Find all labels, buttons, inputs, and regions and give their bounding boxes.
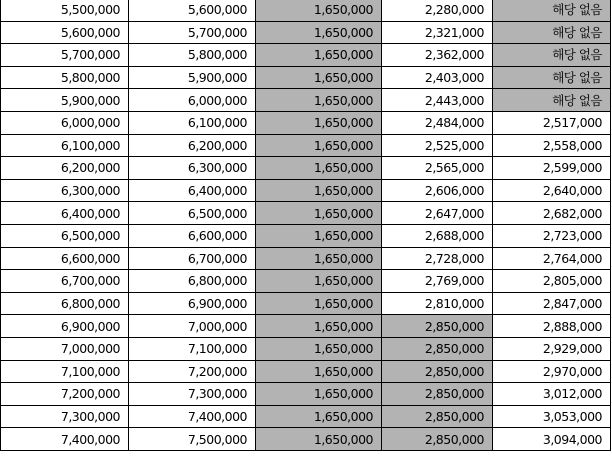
range-to-cell: 6,900,000 — [129, 292, 256, 315]
table-row — [1, 44, 611, 67]
column-5-cell: 해당 없음 — [493, 0, 611, 21]
range-from-cell: 7,200,000 — [1, 383, 129, 406]
range-to-cell: 6,700,000 — [129, 247, 256, 270]
table-row — [1, 270, 611, 293]
range-to-cell: 5,800,000 — [129, 44, 256, 67]
table-row — [1, 21, 611, 44]
column-4-cell: 2,850,000 — [382, 337, 493, 360]
range-to-cell: 7,500,000 — [129, 428, 256, 451]
column-3-cell: 1,650,000 — [256, 270, 382, 293]
column-5-cell: 2,682,000 — [493, 202, 611, 225]
column-3-cell: 1,650,000 — [256, 337, 382, 360]
range-to-cell: 6,100,000 — [129, 111, 256, 134]
column-3-cell: 1,650,000 — [256, 383, 382, 406]
range-from-cell: 5,700,000 — [1, 44, 129, 67]
table-row — [1, 383, 611, 406]
range-to-cell: 6,000,000 — [129, 89, 256, 112]
table-row — [1, 134, 611, 157]
column-4-cell: 2,850,000 — [382, 383, 493, 406]
column-4-cell: 2,769,000 — [382, 270, 493, 293]
range-from-cell: 7,300,000 — [1, 405, 129, 428]
column-3-cell: 1,650,000 — [256, 134, 382, 157]
column-4-cell: 2,850,000 — [382, 360, 493, 383]
column-4-cell: 2,688,000 — [382, 224, 493, 247]
column-3-cell: 1,650,000 — [256, 21, 382, 44]
column-3-cell: 1,650,000 — [256, 428, 382, 451]
column-4-cell: 2,321,000 — [382, 21, 493, 44]
table-row — [1, 360, 611, 383]
column-5-cell: 2,888,000 — [493, 315, 611, 338]
column-4-cell: 2,647,000 — [382, 202, 493, 225]
column-4-cell: 2,850,000 — [382, 315, 493, 338]
range-to-cell: 6,500,000 — [129, 202, 256, 225]
column-3-cell: 1,650,000 — [256, 44, 382, 67]
table-row — [1, 202, 611, 225]
range-to-cell: 5,700,000 — [129, 21, 256, 44]
column-3-cell: 1,650,000 — [256, 179, 382, 202]
range-to-cell: 7,000,000 — [129, 315, 256, 338]
column-5-cell: 해당 없음 — [493, 44, 611, 67]
range-from-cell: 6,800,000 — [1, 292, 129, 315]
range-from-cell: 6,100,000 — [1, 134, 129, 157]
column-5-cell: 해당 없음 — [493, 21, 611, 44]
table-row — [1, 66, 611, 89]
column-5-cell: 2,599,000 — [493, 157, 611, 180]
column-4-cell: 2,850,000 — [382, 428, 493, 451]
range-to-cell: 7,400,000 — [129, 405, 256, 428]
range-to-cell: 7,100,000 — [129, 337, 256, 360]
table-row — [1, 428, 611, 451]
column-3-cell: 1,650,000 — [256, 247, 382, 270]
range-from-cell: 6,000,000 — [1, 111, 129, 134]
range-to-cell: 6,800,000 — [129, 270, 256, 293]
column-4-cell: 2,728,000 — [382, 247, 493, 270]
range-to-cell: 6,400,000 — [129, 179, 256, 202]
column-3-cell: 1,650,000 — [256, 111, 382, 134]
range-from-cell: 7,400,000 — [1, 428, 129, 451]
table-row — [1, 247, 611, 270]
column-3-cell: 1,650,000 — [256, 292, 382, 315]
column-4-cell: 2,810,000 — [382, 292, 493, 315]
column-5-cell: 2,764,000 — [493, 247, 611, 270]
table-row — [1, 157, 611, 180]
range-to-cell: 5,600,000 — [129, 0, 256, 21]
column-5-cell: 3,012,000 — [493, 383, 611, 406]
column-4-cell: 2,606,000 — [382, 179, 493, 202]
range-from-cell: 5,900,000 — [1, 89, 129, 112]
column-5-cell: 2,847,000 — [493, 292, 611, 315]
column-4-cell: 2,565,000 — [382, 157, 493, 180]
range-from-cell: 6,700,000 — [1, 270, 129, 293]
column-5-cell: 2,805,000 — [493, 270, 611, 293]
range-to-cell: 5,900,000 — [129, 66, 256, 89]
range-to-cell: 6,200,000 — [129, 134, 256, 157]
column-5-cell: 3,094,000 — [493, 428, 611, 451]
table-row — [1, 405, 611, 428]
range-from-cell: 6,500,000 — [1, 224, 129, 247]
table-row — [1, 179, 611, 202]
table-row — [1, 292, 611, 315]
column-3-cell: 1,650,000 — [256, 405, 382, 428]
range-from-cell: 6,400,000 — [1, 202, 129, 225]
table-row — [1, 111, 611, 134]
column-5-cell: 2,558,000 — [493, 134, 611, 157]
range-from-cell: 6,600,000 — [1, 247, 129, 270]
table-row — [1, 0, 611, 21]
column-4-cell: 2,484,000 — [382, 111, 493, 134]
range-from-cell: 6,300,000 — [1, 179, 129, 202]
table-row — [1, 337, 611, 360]
column-3-cell: 1,650,000 — [256, 66, 382, 89]
column-5-cell: 2,517,000 — [493, 111, 611, 134]
column-5-cell: 3,053,000 — [493, 405, 611, 428]
column-5-cell: 해당 없음 — [493, 89, 611, 112]
column-3-cell: 1,650,000 — [256, 224, 382, 247]
column-5-cell: 2,970,000 — [493, 360, 611, 383]
column-4-cell: 2,280,000 — [382, 0, 493, 21]
column-5-cell: 2,929,000 — [493, 337, 611, 360]
range-to-cell: 6,300,000 — [129, 157, 256, 180]
column-3-cell: 1,650,000 — [256, 315, 382, 338]
range-from-cell: 7,100,000 — [1, 360, 129, 383]
column-4-cell: 2,403,000 — [382, 66, 493, 89]
range-to-cell: 7,200,000 — [129, 360, 256, 383]
range-from-cell: 5,800,000 — [1, 66, 129, 89]
range-from-cell: 6,200,000 — [1, 157, 129, 180]
table-row — [1, 315, 611, 338]
range-to-cell: 6,600,000 — [129, 224, 256, 247]
range-from-cell: 7,000,000 — [1, 337, 129, 360]
column-3-cell: 1,650,000 — [256, 157, 382, 180]
column-3-cell: 1,650,000 — [256, 89, 382, 112]
column-4-cell: 2,525,000 — [382, 134, 493, 157]
column-5-cell: 해당 없음 — [493, 66, 611, 89]
range-from-cell: 5,500,000 — [1, 0, 129, 21]
column-3-cell: 1,650,000 — [256, 360, 382, 383]
column-3-cell: 1,650,000 — [256, 202, 382, 225]
range-from-cell: 6,900,000 — [1, 315, 129, 338]
range-from-cell: 5,600,000 — [1, 21, 129, 44]
column-5-cell: 2,640,000 — [493, 179, 611, 202]
column-5-cell: 2,723,000 — [493, 224, 611, 247]
column-3-cell: 1,650,000 — [256, 0, 382, 21]
table-row — [1, 89, 611, 112]
table-row — [1, 224, 611, 247]
column-4-cell: 2,850,000 — [382, 405, 493, 428]
column-4-cell: 2,362,000 — [382, 44, 493, 67]
range-to-cell: 7,300,000 — [129, 383, 256, 406]
column-4-cell: 2,443,000 — [382, 89, 493, 112]
